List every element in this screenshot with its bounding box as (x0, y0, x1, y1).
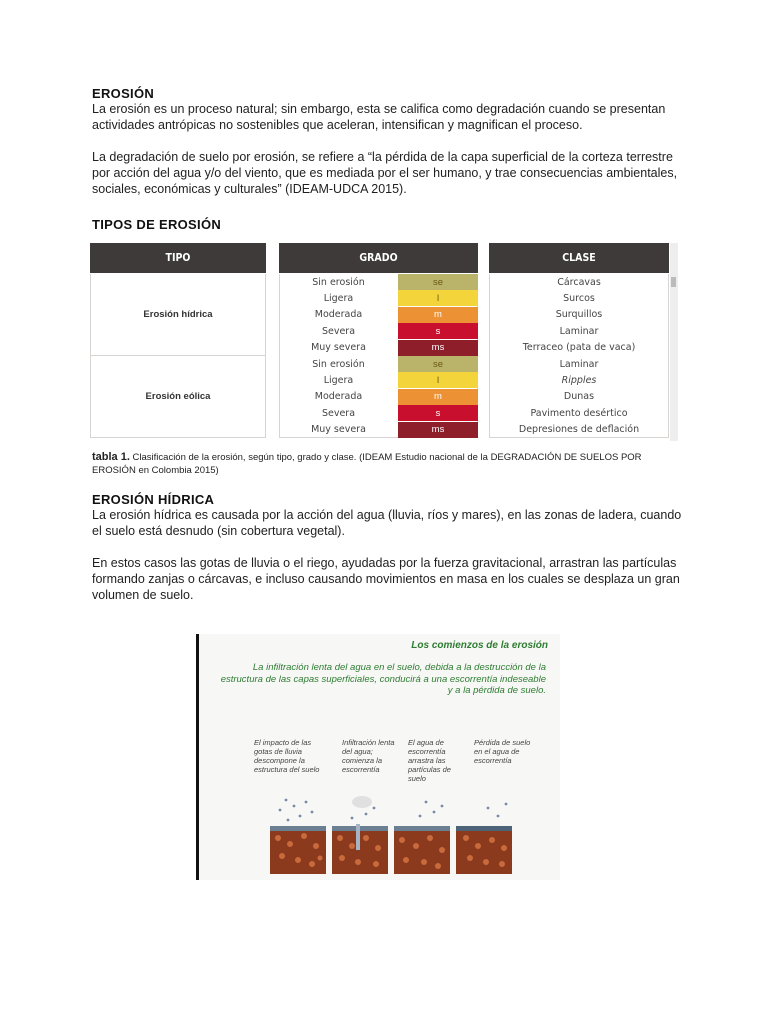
grado-cell: Sin erosión (312, 358, 365, 370)
clase-cell: Laminar (559, 358, 599, 370)
grado-cell: Moderada (314, 309, 363, 321)
soil-block-2 (332, 824, 388, 874)
erosion-figure (196, 634, 560, 880)
grado-cell: Muy severa (311, 424, 366, 436)
clase-cell: Laminar (559, 325, 599, 337)
tipo-hidrica: Erosión hídrica (143, 309, 213, 320)
scrollbar-thumb (671, 277, 676, 287)
grado-cell: Sin erosión (312, 276, 365, 288)
figure-step-2: Infiltración lenta del agua; comienza la escorrentía (342, 738, 395, 774)
scrollbar-track (670, 243, 678, 441)
clase-cell: Surcos (563, 292, 595, 304)
heading-erosion: EROSIÓN (92, 86, 155, 101)
clase-cell: Terraceo (pata de vaca) (522, 342, 636, 354)
clase-cell: Cárcavas (557, 276, 601, 288)
grado-cell: Severa (321, 325, 356, 337)
header-tipo: TIPO (90, 243, 266, 273)
table-caption (92, 451, 672, 477)
paragraph-lluvia: En estos casos las gotas de lluvia o el riego, ayudadas por la fuerza gravitacional, arrastran las partículas formando zanjas o cárcavas, e incluso causando movimientos en masa en los cuales se desplaza un gran volumen de suelo. (92, 556, 680, 602)
grado-code-swatch: s (398, 405, 478, 421)
paragraph-intro: La erosión es un proceso natural; sin embargo, esta se califica como degradación cuando se presentan actividades antrópicas no sostenibles que aceleran, intensifican y magnifican el proceso. (92, 102, 666, 132)
grado-code-swatch: ms (398, 422, 478, 438)
grado-cell: Muy severa (311, 342, 366, 354)
caption-label: tabla 1. (92, 451, 130, 463)
header-grado: GRADO (279, 243, 478, 273)
soil-block-4 (456, 824, 512, 874)
figure-step-1: El impacto de las gotas de lluvia descompone la estructura del suelo (254, 738, 320, 774)
figure-step-4: Pérdida de suelo en el agua de escorrentía (474, 738, 531, 765)
grado-code-swatch: l (398, 372, 478, 388)
grado-cell: Ligera (323, 374, 354, 386)
grado-code-swatch: m (398, 389, 478, 405)
figure-title: Los comienzos de la erosión (411, 640, 548, 651)
caption-text: Clasificación de la erosión, según tipo, grado y clase. (IDEAM Estudio nacional de la DEGRADACIÓN DE SUELOS POR EROSIÓN en Colombia 2015) (92, 452, 642, 476)
figure-left-bar (196, 634, 199, 880)
erosion-classification-table (90, 243, 678, 441)
clase-cell: Ripples (561, 374, 597, 386)
clase-cell: Pavimento desértico (530, 407, 628, 419)
grado-cell: Moderada (314, 391, 363, 403)
figure-step-3: El agua de escorrentía arrastra las partículas de suelo (408, 738, 451, 783)
soil-block-1 (270, 824, 326, 874)
soil-block-3 (394, 824, 450, 874)
rain-drops-illustration (266, 794, 526, 828)
heading-tipos: TIPOS DE EROSIÓN (92, 217, 222, 232)
grado-cell: Severa (321, 407, 356, 419)
tipo-eolica: Erosión eólica (145, 391, 211, 402)
paragraph-definition: La degradación de suelo por erosión, se refiere a “la pérdida de la capa superficial de la corteza terrestre por acción del agua y/o del viento, que es mediada por el ser humano, y trae consecuencias ambientales, sociales, económicas y culturales” (IDEAM-UDCA 2015). (92, 150, 678, 196)
header-clase: CLASE (489, 243, 669, 273)
grado-code-swatch: s (398, 323, 478, 339)
grado-code-swatch: l (398, 290, 478, 306)
grado-code-swatch: m (398, 307, 478, 323)
clase-cell: Dunas (563, 391, 595, 403)
grado-code-swatch: ms (398, 340, 478, 356)
grado-code-swatch: se (398, 274, 478, 290)
heading-erosion-hidrica: EROSIÓN HÍDRICA (92, 492, 215, 507)
document-body (92, 86, 682, 232)
grado-code-swatch: se (398, 356, 478, 372)
grado-cell: Ligera (323, 292, 354, 304)
clase-cell: Depresiones de deflación (518, 424, 640, 436)
section-hidrica (92, 492, 682, 603)
clase-cell: Surquillos (555, 309, 603, 321)
paragraph-hidrica: La erosión hídrica es causada por la acción del agua (lluvia, ríos y mares), en las zonas de ladera, cuando el suelo está desnudo (sin cobertura vegetal). (92, 508, 682, 538)
figure-lead: La infiltración lenta del agua en el suelo, debida a la destrucción de la estructura de las capas superficiales, conducirá a una escorrentía indeseable y a la pérdida de suelo. (220, 662, 546, 696)
